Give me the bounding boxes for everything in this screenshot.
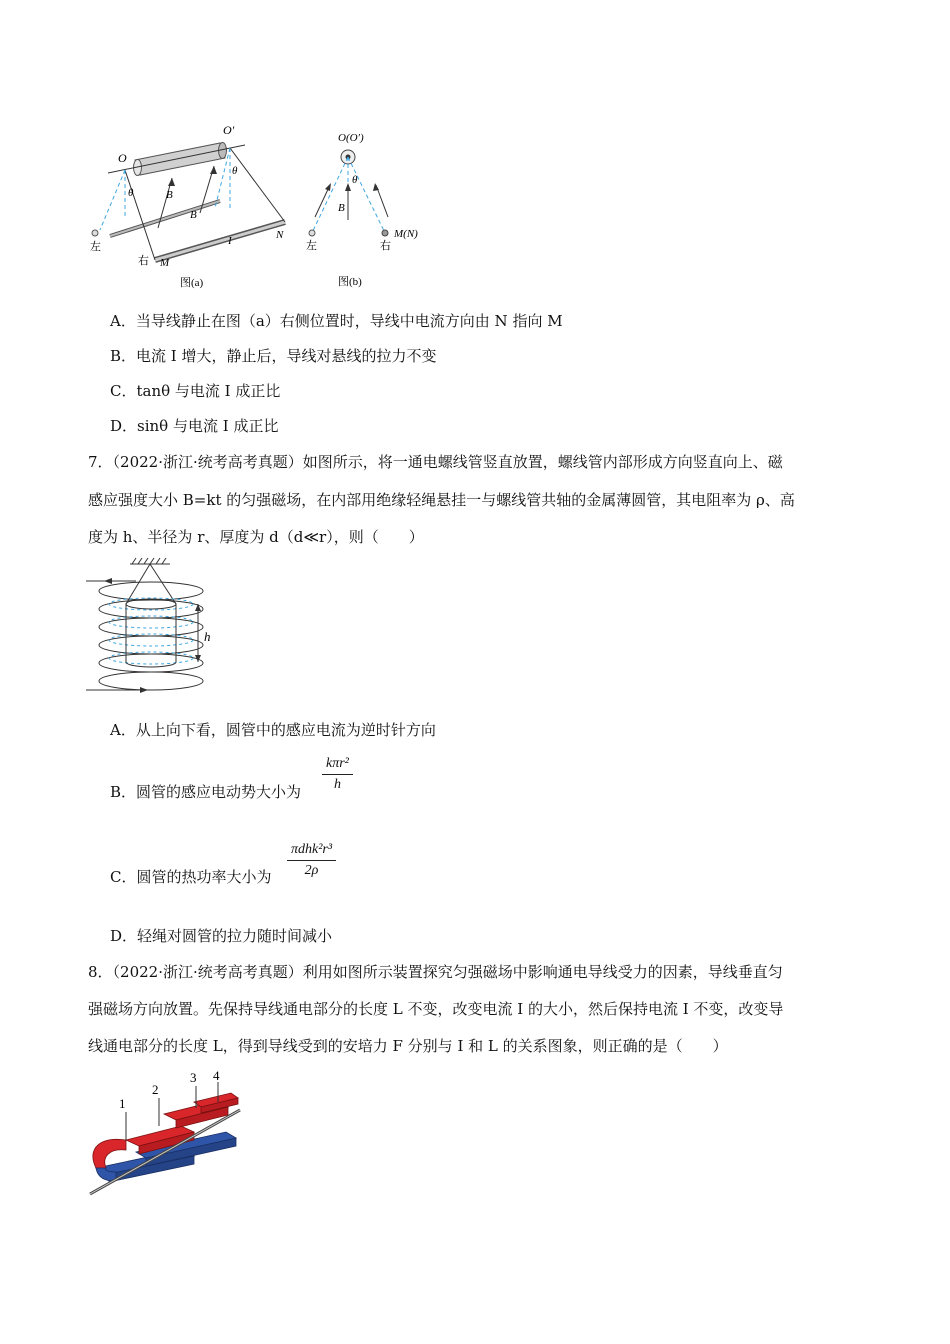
magnet-label-4: 4 — [213, 1068, 220, 1083]
label-N: N — [276, 229, 284, 241]
label-right: 右 — [380, 240, 391, 252]
q7-stem-line-3: 度为 h、半径为 r、厚度为 d（d≪r），则（ ） — [88, 528, 424, 546]
fraction-denominator: h — [333, 777, 341, 792]
q7-option-c: C．圆管的热功率大小为 — [110, 868, 272, 886]
magnet-label-3: 3 — [190, 1070, 197, 1085]
label-O: O — [118, 151, 127, 165]
label-theta-2: θ — [232, 165, 238, 177]
label-I: I — [228, 235, 232, 247]
label-B-1: B — [166, 189, 173, 201]
label-h: h — [204, 629, 211, 644]
q6-option-a: A．当导线静止在图（a）右侧位置时，导线中电流方向由 N 指向 M — [110, 312, 563, 330]
q8-stem-line-2: 强磁场方向放置。先保持导线通电部分的长度 L 不变，改变电流 I 的大小，然后保持电流 I 不变，改变导 — [88, 1000, 784, 1018]
figure-b — [300, 125, 418, 293]
q6-option-b: B．电流 I 增大，静止后，导线对悬线的拉力不变 — [110, 347, 437, 365]
label-MN: M(N) — [394, 228, 418, 240]
magnet-apparatus-figure — [86, 1068, 246, 1200]
label-B-2: B — [190, 209, 197, 221]
q7-option-c-fraction — [287, 842, 336, 879]
magnet-label-1: 1 — [119, 1096, 126, 1111]
label-left: 左 — [90, 241, 101, 253]
label-M: M — [160, 257, 170, 269]
solenoid-figure — [86, 558, 226, 698]
label-theta: θ — [352, 174, 358, 186]
label-left: 左 — [306, 240, 317, 252]
q7-option-d: D．轻绳对圆管的拉力随时间减小 — [110, 927, 333, 945]
q8-stem-line-1: 8．（2022·浙江·统考高考真题）利用如图所示装置探究匀强磁场中影响通电导线受力的因素，导线垂直匀 — [88, 963, 783, 981]
fraction-numerator: kπr² — [322, 756, 353, 775]
figure-a — [80, 118, 300, 293]
label-theta-1: θ — [128, 187, 134, 199]
fraction-numerator: πdhk²r³ — [287, 842, 336, 861]
caption-fig-b: 图(b) — [338, 276, 362, 288]
q6-option-d: D．sinθ 与电流 I 成正比 — [110, 417, 279, 435]
q8-stem-line-3: 线通电部分的长度 L，得到导线受到的安培力 F 分别与 I 和 L 的关系图象，则正确的是（ ） — [88, 1037, 728, 1055]
q7-option-b: B．圆管的感应电动势大小为 — [110, 783, 302, 801]
label-top: O(O′) — [338, 132, 364, 144]
q7-stem-line-2: 感应强度大小 B=kt 的匀强磁场，在内部用绝缘轻绳悬挂一与螺线管共轴的金属薄圆管，其电阻率为 ρ、高 — [88, 491, 795, 509]
q7-option-b-fraction — [322, 756, 353, 793]
label-B: B — [338, 202, 345, 214]
q7-stem-line-1: 7．（2022·浙江·统考高考真题）如图所示，将一通电螺线管竖直放置，螺线管内部形成方向竖直向上、磁 — [88, 453, 783, 471]
q7-option-a: A．从上向下看，圆管中的感应电流为逆时针方向 — [110, 721, 436, 739]
fraction-denominator: 2ρ — [304, 863, 319, 878]
label-right: 右 — [138, 255, 149, 267]
q6-option-c: C．tanθ 与电流 I 成正比 — [110, 382, 281, 400]
label-O-prime: O′ — [223, 123, 235, 137]
caption-fig-a: 图(a) — [180, 277, 204, 289]
magnet-label-2: 2 — [152, 1082, 159, 1097]
